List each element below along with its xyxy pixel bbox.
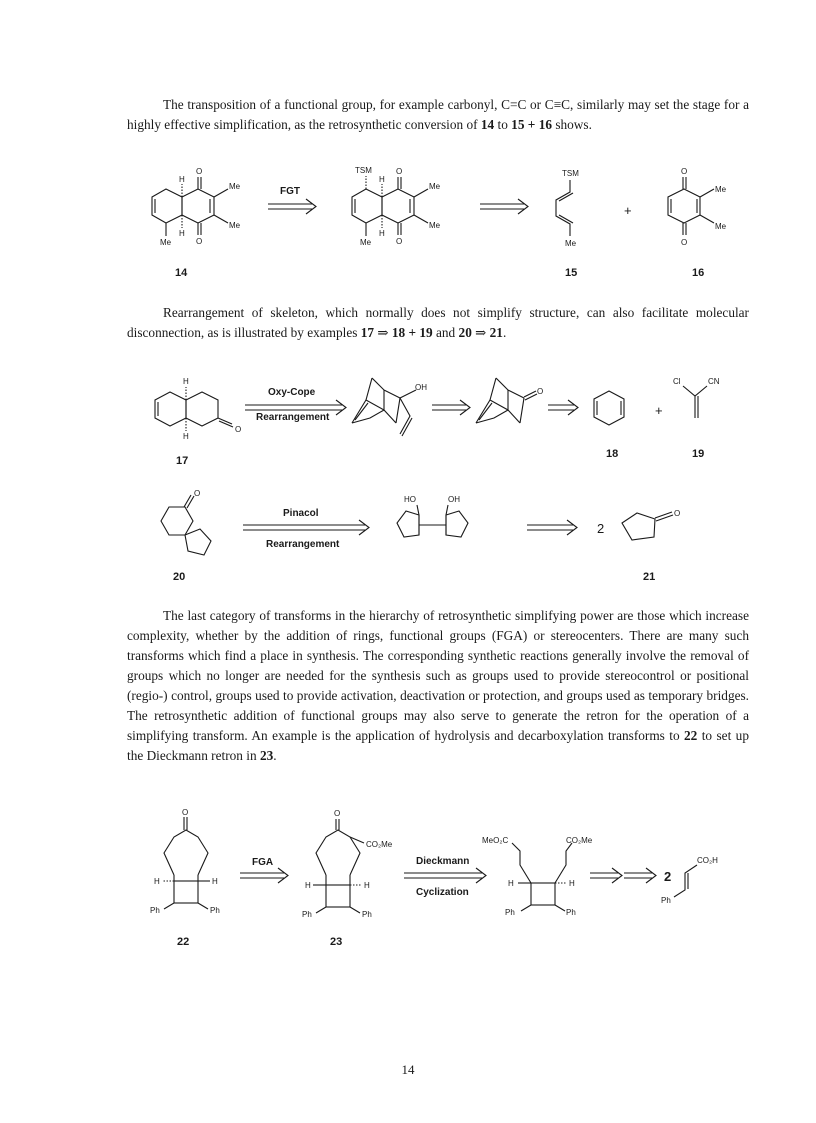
atom-label: Ph [302,910,312,919]
structure-21 [622,509,680,540]
atom-label: O [182,808,189,817]
atom-label: MeO₂C [482,836,509,845]
atom-label: CO₂Me [366,840,393,849]
retro-arrow [480,199,528,214]
compound-number: 19 [692,448,705,460]
atom-label: HO [404,495,416,504]
structure-18 [594,391,624,425]
atom-label: OH [448,495,460,504]
text-run: ⇒ [374,325,392,340]
text-run: The transposition of a functional group, for example carbonyl, C=C or C≡C, similarly may set the stage for a highly effective simplification, as the retrosynthetic conversion of [127,97,749,132]
arrow-label: Oxy-Cope [268,387,316,398]
compound-number: 14 [175,267,188,279]
atom-label: O [396,167,403,176]
structure-16 [668,167,727,247]
text-run: Rearrangement of skeleton, which normally does not simplify structure, can also facilitate molecular disconnection, as is illustrated by examples [127,305,749,340]
atom-label: Ph [505,908,515,917]
compound-number: 20 [173,571,186,583]
structure-bicyclic-ketone [476,378,543,423]
atom-label: CN [708,377,720,386]
coefficient: 2 [597,521,605,536]
compound-ref: 23 [259,748,274,763]
atom-label: O [235,425,242,434]
atom-label: TSM [562,169,579,178]
structure-pinacol-diol [397,495,468,537]
retro-arrow [432,400,470,415]
page-number: 14 [401,1062,415,1077]
arrow-label: Cyclization [416,887,469,898]
atom-label: TSM [355,166,372,175]
arrow-label: Rearrangement [256,412,330,423]
atom-label: H [183,432,189,441]
atom-label: O [334,809,341,818]
arrow-label: Dieckmann [416,856,470,867]
structure-tsm-adduct [352,166,441,247]
atom-label: Ph [210,906,220,915]
atom-label: O [196,237,203,246]
text-run: shows. [552,117,592,132]
text-run: . [273,748,277,763]
atom-label: H [183,377,189,386]
compound-number: 16 [692,267,705,279]
text-run: . [502,325,507,340]
structure-22 [150,808,220,915]
retro-arrow-pinacol [243,508,369,550]
atom-label: H [364,881,370,890]
structure-14 [152,167,241,247]
atom-label: Me [160,238,172,247]
retro-arrow-dieckmann [404,856,486,898]
compound-ref: 15 + 16 [511,117,552,132]
atom-label: O [196,167,203,176]
compound-number: 18 [606,448,619,460]
compound-ref: 22 [684,728,698,743]
atom-label: Me [715,222,727,231]
compound-ref: 14 [480,117,495,132]
atom-label: O [194,489,201,498]
atom-label: Me [429,182,441,191]
scheme-fgt [0,160,816,285]
atom-label: Ph [150,906,160,915]
atom-label: O [674,509,681,518]
structure-17 [155,377,241,441]
paragraph-rearrangement [127,303,749,343]
scheme-oxy-cope [0,368,816,468]
atom-label: H [508,879,514,888]
atom-label: H [179,229,185,238]
arrow-label: Pinacol [283,508,319,519]
compound-ref: 17 [360,325,375,340]
atom-label: O [396,237,403,246]
atom-label: Ph [566,908,576,917]
compound-number: 21 [643,571,656,583]
compound-ref: 20 [458,325,472,340]
structure-20 [161,489,211,555]
structure-15 [556,169,579,248]
compound-ref: 21 [489,325,503,340]
structure-19 [673,377,720,418]
arrow-label: FGA [252,857,274,868]
compound-number: 22 [177,936,190,948]
paragraph-fgt [127,95,749,135]
retro-arrow-oxy-cope [245,387,346,423]
retro-arrow-double [590,868,656,883]
plus-sign: + [624,203,632,218]
retro-arrow [527,520,577,535]
atom-label: O [681,167,688,176]
retro-arrow-fga [240,857,288,883]
text-run: to [494,117,512,132]
atom-label: Me [229,182,241,191]
text-run: and [432,325,459,340]
atom-label: H [379,229,385,238]
atom-label: Me [565,239,577,248]
atom-label: H [212,877,218,886]
retro-arrow [548,400,578,415]
atom-label: H [179,175,185,184]
atom-label: OH [415,383,427,392]
plus-sign: + [655,403,663,418]
compound-ref: 18 + 19 [391,325,433,340]
atom-label: H [305,881,311,890]
compound-number: 15 [565,267,578,279]
atom-label: Ph [661,896,671,905]
compound-number: 17 [176,455,189,467]
atom-label: Me [360,238,372,247]
text-run: ⇒ [471,325,490,340]
atom-label: H [569,879,575,888]
atom-label: H [379,175,385,184]
paragraph-complexity [127,606,749,766]
coefficient: 2 [664,869,672,884]
atom-label: Cl [673,377,681,386]
text-run: The last category of transforms in the hierarchy of retrosynthetic simplifying power are those which increase complexity, whether by the addition of rings, functional groups (FGA) or stereocenters. There are many such transforms which find a place in synthesis. The corresponding synthetic reactions generally involve the removal of groups which no longer are needed for the synthesis such as groups used to provide stereocontrol or positional (regio-) control, groups used to provide activation, deactivation or protection, and groups used as temporary bridges. The retrosynthetic addition of functional groups may also serve to generate the retron for the operation of a simplifying transform. An example is the application of hydrolysis and decarboxylation transforms to [127,608,749,743]
structure-23 [302,809,393,919]
scheme-dieckmann [0,808,816,950]
atom-label: CO₂Me [566,836,593,845]
atom-label: CO₂H [697,856,718,865]
atom-label: Ph [362,910,372,919]
atom-label: Me [715,185,727,194]
arrow-label: FGT [280,186,300,197]
retro-arrow-fgt [268,186,316,214]
atom-label: O [681,238,688,247]
structure-bicyclic-alcohol [352,378,427,436]
structure-diester [482,836,593,917]
atom-label: Me [429,221,441,230]
scheme-pinacol [0,485,816,585]
atom-label: O [537,387,544,396]
arrow-label: Rearrangement [266,539,340,550]
atom-label: H [154,877,160,886]
atom-label: Me [229,221,241,230]
compound-number: 23 [330,936,343,948]
text-run: to set up the Dieckmann retron in [127,728,749,763]
